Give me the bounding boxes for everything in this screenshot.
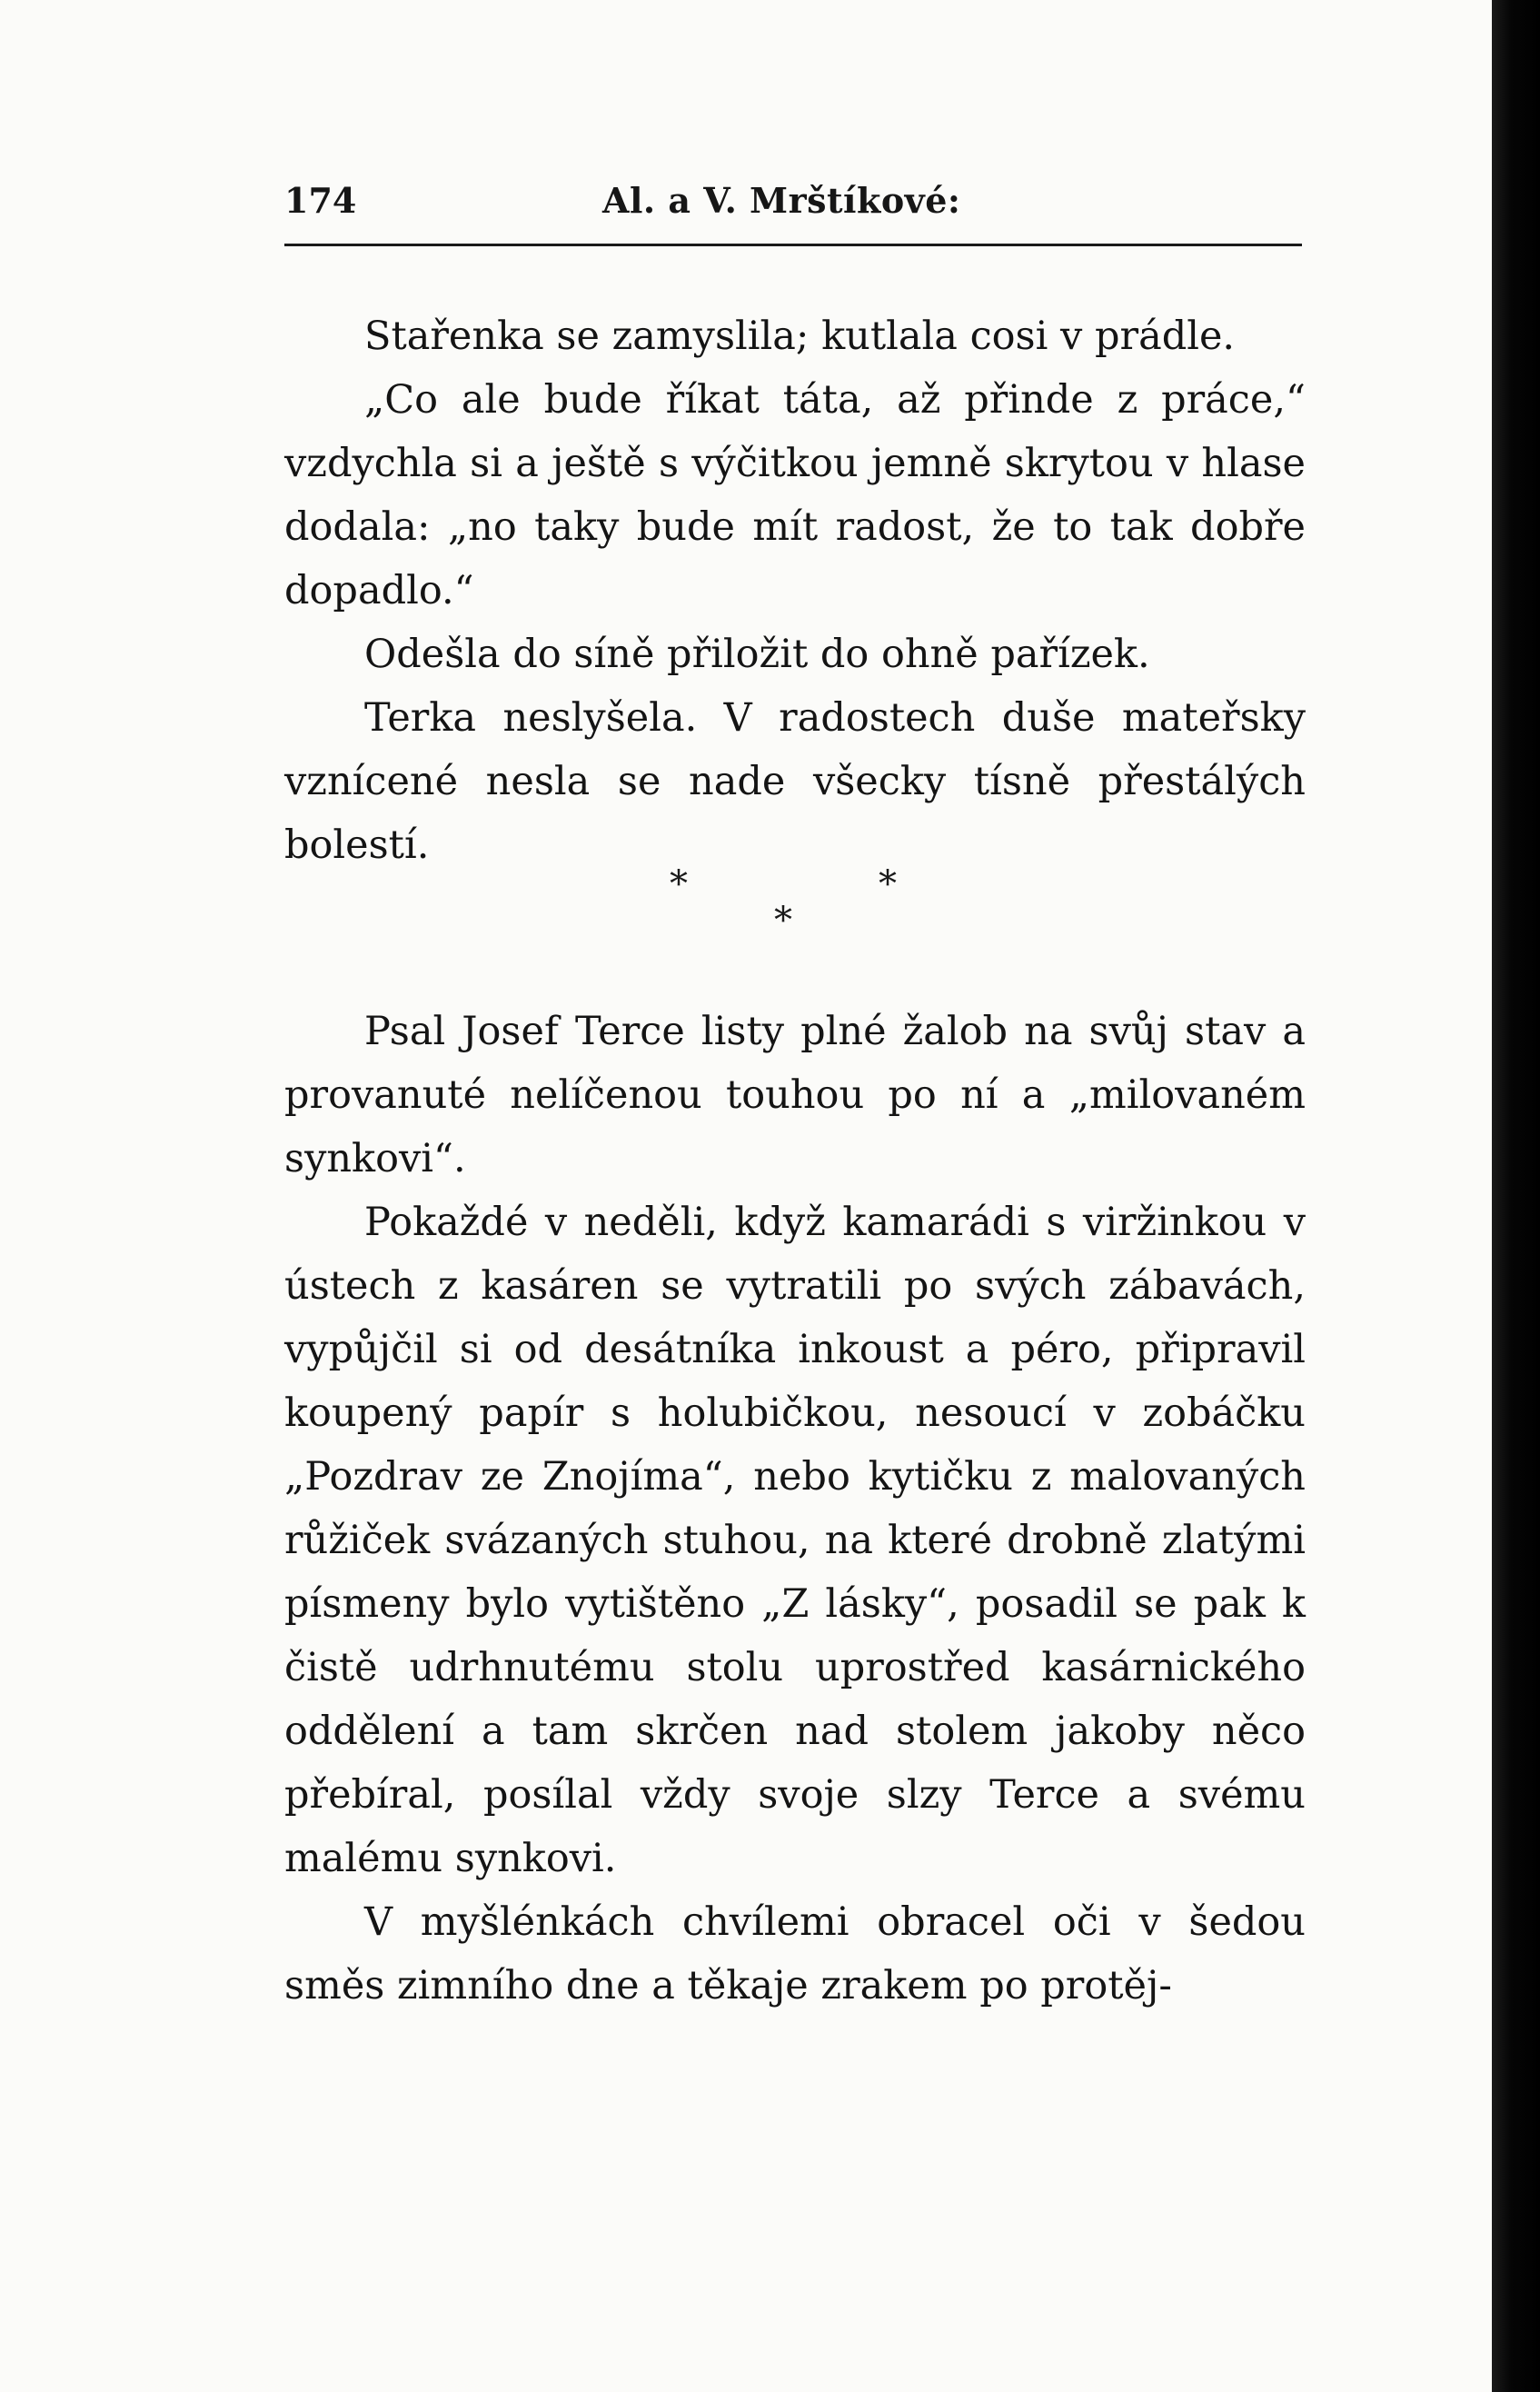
paragraph: Terka neslyšela. V radostech duše mateřsky vznícené nesla se nade všecky tísně přestálých bolestí. bbox=[284, 695, 1306, 868]
paragraph: Stařenka se zamyslila; kutlala cosi v prádle. bbox=[364, 314, 1236, 359]
running-title: Al. a V. Mrštíkové: bbox=[602, 180, 961, 221]
asterism-star: * bbox=[774, 900, 792, 942]
running-header bbox=[284, 180, 1302, 234]
paragraph: Odešla do síně přiložit do ohně pařízek. bbox=[364, 632, 1150, 677]
header-rule bbox=[284, 244, 1302, 246]
asterism-star: * bbox=[879, 863, 897, 905]
paragraph: V myšlénkách chvílemi obracel oči v šedou směs zimního dne a těkaje zrakem po protěj- bbox=[284, 1899, 1306, 2008]
text-block-2 bbox=[284, 1000, 1306, 2018]
paragraph: Pokaždé v neděli, když kamarádi s viržinkou v ústech z kasáren se vytratili po svých zábavách, vypůjčil si od desátníka inkoust a péro, připravil koupený papír s holubičkou, nesoucí v zobáčku „Pozdrav ze Znojíma“, nebo kytičku z malovaných růžiček svázaných stuhou, na které drobně zlatými písmeny bylo vytištěno „Z lásky“, posadil se pak k čistě udrhnutému stolu uprostřed kasárnického oddělení a tam skrčen nad stolem jakoby něco přebíral, posílal vždy svoje slzy Terce a svému malému synkovi. bbox=[284, 1200, 1306, 1881]
asterism-star: * bbox=[670, 863, 688, 905]
paragraph: Psal Josef Terce listy plné žalob na svůj stav a provanuté nelíčenou touhou po ní a „milovaném synkovi“. bbox=[284, 1009, 1306, 1181]
book-binding-edge bbox=[1492, 0, 1540, 2392]
text-block-1 bbox=[284, 304, 1306, 877]
page-number: 174 bbox=[284, 180, 357, 221]
paragraph: „Co ale bude říkat táta, až přinde z práce,“ vzdychla si a ještě s výčitkou jemně skrytou v hlase dodala: „no taky bude mít radost, že to tak dobře dopadlo.“ bbox=[284, 377, 1306, 613]
